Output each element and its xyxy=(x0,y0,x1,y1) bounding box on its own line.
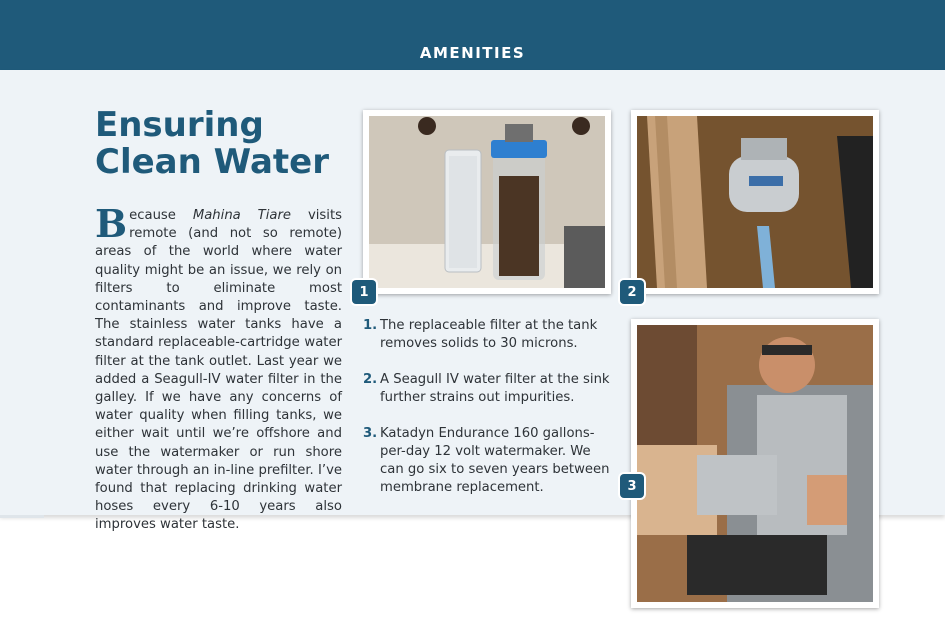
caption-number: 3. xyxy=(363,426,378,441)
filter-cartridge-photo xyxy=(369,116,605,288)
page-title xyxy=(95,107,355,181)
seagull-filter-photo xyxy=(637,116,873,288)
caption-item xyxy=(363,317,611,353)
photo-3-frame xyxy=(631,319,879,608)
section-label: AMENITIES xyxy=(419,44,526,62)
caption-text: The replaceable filter at the tank removes solids to 30 microns. xyxy=(380,318,598,351)
body-text-intro: ecause xyxy=(129,208,193,223)
caption-item xyxy=(363,371,611,407)
title-line-2: Clean Water xyxy=(95,142,329,182)
body-text-main: visits remote (and not so remote) areas of the world where water quality might be an issue, we rely on filters to eliminate most contaminants and improve taste. The stainless water tanks have a standard replaceable-cartridge water filter at the tank outlet. Last year we added a Seagull-IV water filter in the galley. If we have any concerns of water quality when filling tanks, we either wait until we’re offshore and use the watermaker or run shore water through an in-line prefilter. I’ve found that replacing drinking water hoses every 6-10 years also improves water taste. xyxy=(95,208,342,533)
divider xyxy=(0,515,44,518)
caption-item xyxy=(363,425,611,497)
watermaker-photo xyxy=(637,325,873,602)
caption-text: A Seagull IV water filter at the sink further strains out impurities. xyxy=(380,372,610,405)
drop-cap: B xyxy=(95,201,128,246)
boat-name: Mahina Tiare xyxy=(192,208,292,223)
photo-captions xyxy=(363,317,611,515)
article-body xyxy=(95,201,342,535)
caption-text: Katadyn Endurance 160 gallons-per-day 12 volt watermaker. We can go six to seven years between membrane replacement. xyxy=(380,426,610,495)
photo-1-frame xyxy=(363,110,611,294)
caption-number: 1. xyxy=(363,318,378,333)
photo-badge-3: 3 xyxy=(620,474,644,498)
title-line-1: Ensuring xyxy=(95,105,264,145)
photo-badge-1: 1 xyxy=(352,280,376,304)
photo-2-frame xyxy=(631,110,879,294)
photo-badge-2: 2 xyxy=(620,280,644,304)
caption-number: 2. xyxy=(363,372,378,387)
